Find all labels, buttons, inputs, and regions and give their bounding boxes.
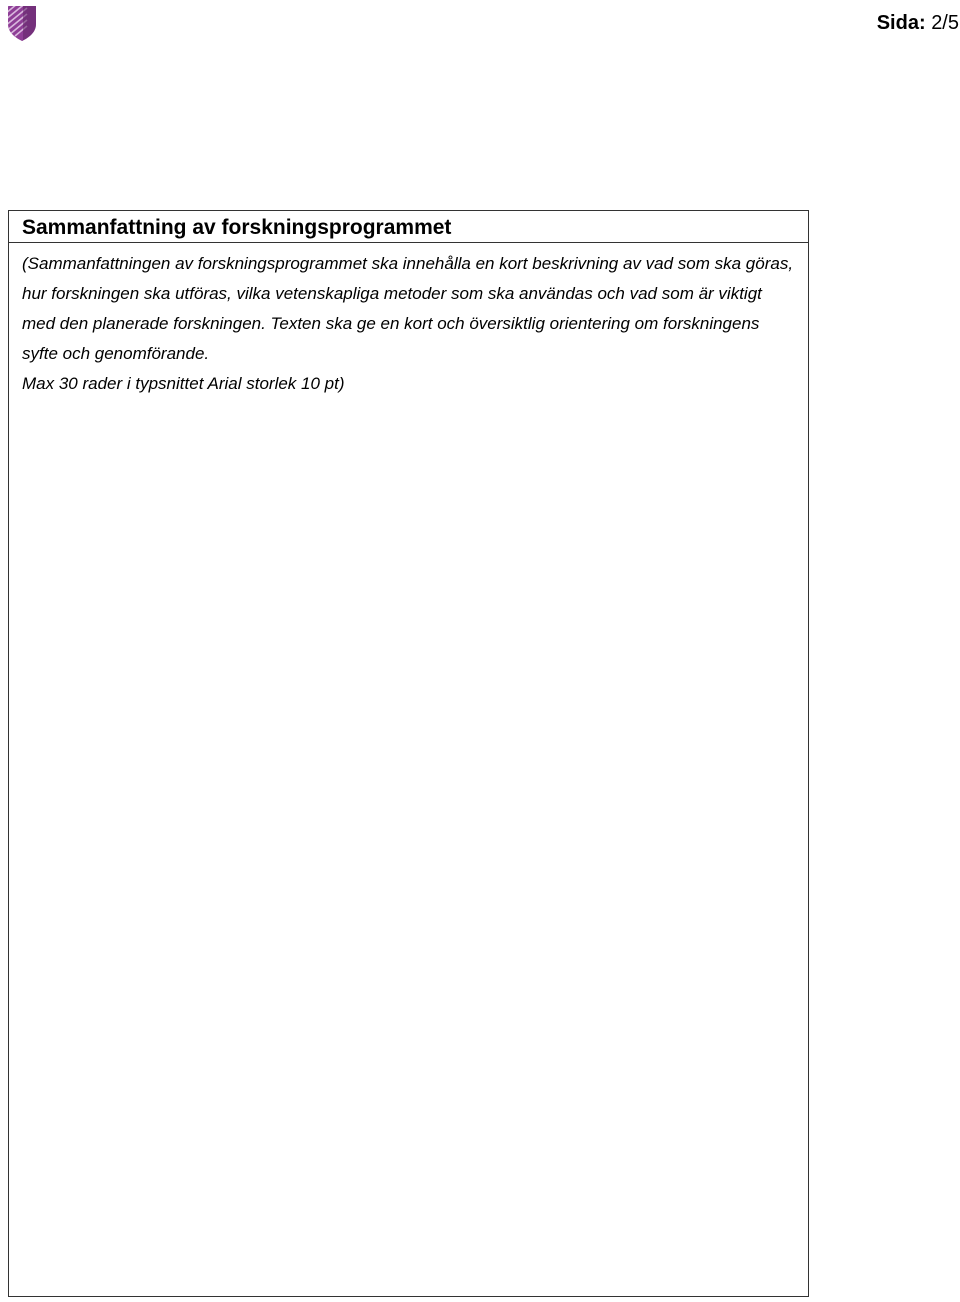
form-limit-note: Max 30 rader i typsnittet Arial storlek 10 pt) — [22, 374, 345, 393]
summary-form-box — [8, 210, 809, 1297]
page-number — [877, 11, 959, 35]
page-number-label: Sida: — [876, 12, 926, 34]
form-instructions: (Sammanfattningen av forskningsprogrammet ska innehålla en kort beskrivning av vad som ska göras, hur forskningen ska utföras, vilka vetenskapliga metoder som ska användas och vad som är viktigt med den planerade forskningen. Texten ska ge en kort och översiktlig orientering om forskningens syfte och genomförande. — [22, 254, 794, 363]
form-title: Sammanfattning av forskningsprogrammet — [22, 215, 452, 239]
form-header — [9, 211, 808, 243]
shield-logo-icon — [7, 4, 37, 42]
page-number-value: 2/5 — [931, 12, 959, 34]
summary-text-area[interactable] — [9, 243, 808, 399]
